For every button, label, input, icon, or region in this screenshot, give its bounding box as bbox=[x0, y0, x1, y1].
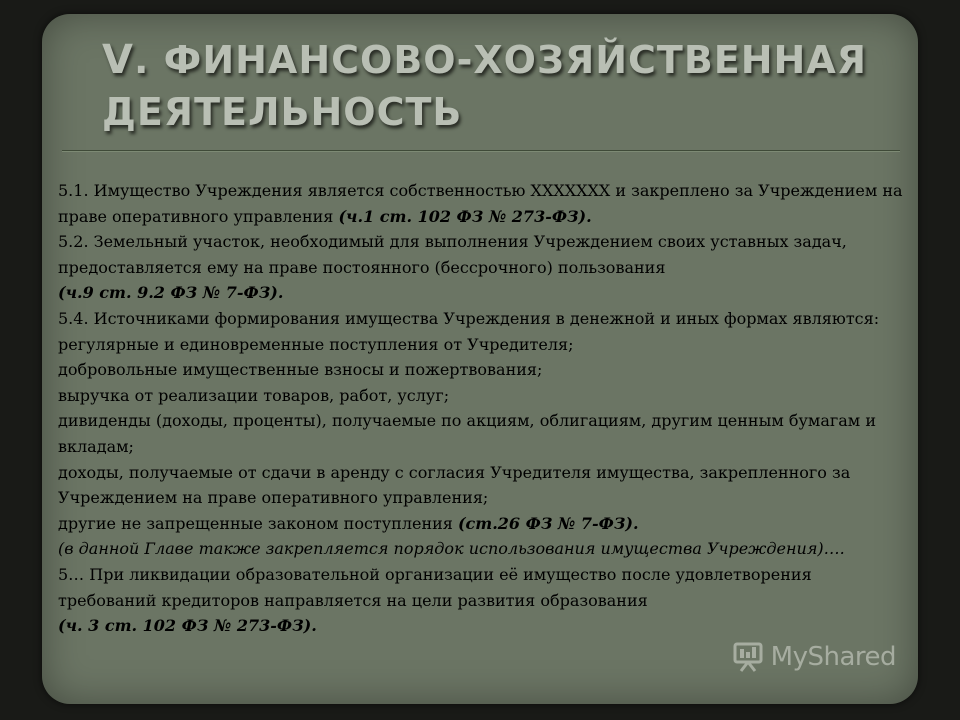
paragraph-liquidation-reference: (ч. 3 ст. 102 ФЗ № 273-ФЗ). bbox=[58, 616, 317, 636]
slide-title bbox=[102, 34, 918, 138]
paragraph-liquidation bbox=[58, 562, 908, 639]
source-item-text: другие не запрещенные законом поступления bbox=[58, 513, 458, 533]
source-item: регулярные и единовременные поступления от Учредителя; bbox=[58, 334, 574, 354]
paragraph-5-2-text: 5.2. Земельный участок, необходимый для выполнения Учреждением своих уставных задач, предоставляется ему на праве постоянного (бессрочного) пользования bbox=[58, 232, 847, 277]
source-item: добровольные имущественные взносы и пожертвования; bbox=[58, 360, 543, 380]
watermark-text: MyShared bbox=[770, 642, 896, 672]
source-item: дивиденды (доходы, проценты), получаемые по акциям, облигациям, другим ценным бумагам и вкладам; bbox=[58, 411, 876, 456]
source-item: доходы, получаемые от сдачи в аренду с согласия Учредителя имущества, закрепленного за Учреждением на праве оперативного управления; bbox=[58, 462, 851, 508]
paragraph-5-2 bbox=[58, 229, 908, 306]
source-item-reference: (ст.26 ФЗ № 7-ФЗ). bbox=[457, 513, 639, 533]
paragraph-5-1 bbox=[58, 178, 908, 229]
presentation-board-icon bbox=[731, 640, 765, 674]
paragraph-5-1-text: 5.1. Имущество Учреждения является собственностью XXXXXXX и закреплено за Учреждением на праве оперативного управления bbox=[58, 181, 903, 226]
watermark bbox=[731, 640, 896, 674]
title-text: . ФИНАНСОВО-ХОЗЯЙСТВЕННАЯ ДЕЯТЕЛЬНОСТЬ bbox=[102, 38, 868, 134]
paragraph-5-2-reference: (ч.9 ст. 9.2 ФЗ № 7-ФЗ). bbox=[58, 283, 284, 303]
slide-panel bbox=[42, 14, 918, 704]
paragraph-5-4: 5.4. Источниками формирования имущества Учреждения в денежной и иных формах являются: bbox=[58, 308, 880, 328]
title-divider bbox=[62, 150, 900, 152]
title-roman-numeral: V bbox=[102, 37, 134, 83]
chapter-note: (в данной Главе также закрепляется порядок использования имущества Учреждения)…. bbox=[58, 539, 845, 559]
source-item bbox=[58, 511, 908, 537]
source-item: выручка от реализации товаров, работ, услуг; bbox=[58, 385, 450, 405]
slide-body bbox=[58, 178, 908, 639]
paragraph-5-1-reference: (ч.1 ст. 102 ФЗ № 273-ФЗ). bbox=[338, 206, 592, 226]
paragraph-liquidation-text: 5… При ликвидации образовательной организации её имущество после удовлетворения требований кредиторов направляется на цели развития образования bbox=[58, 564, 812, 610]
